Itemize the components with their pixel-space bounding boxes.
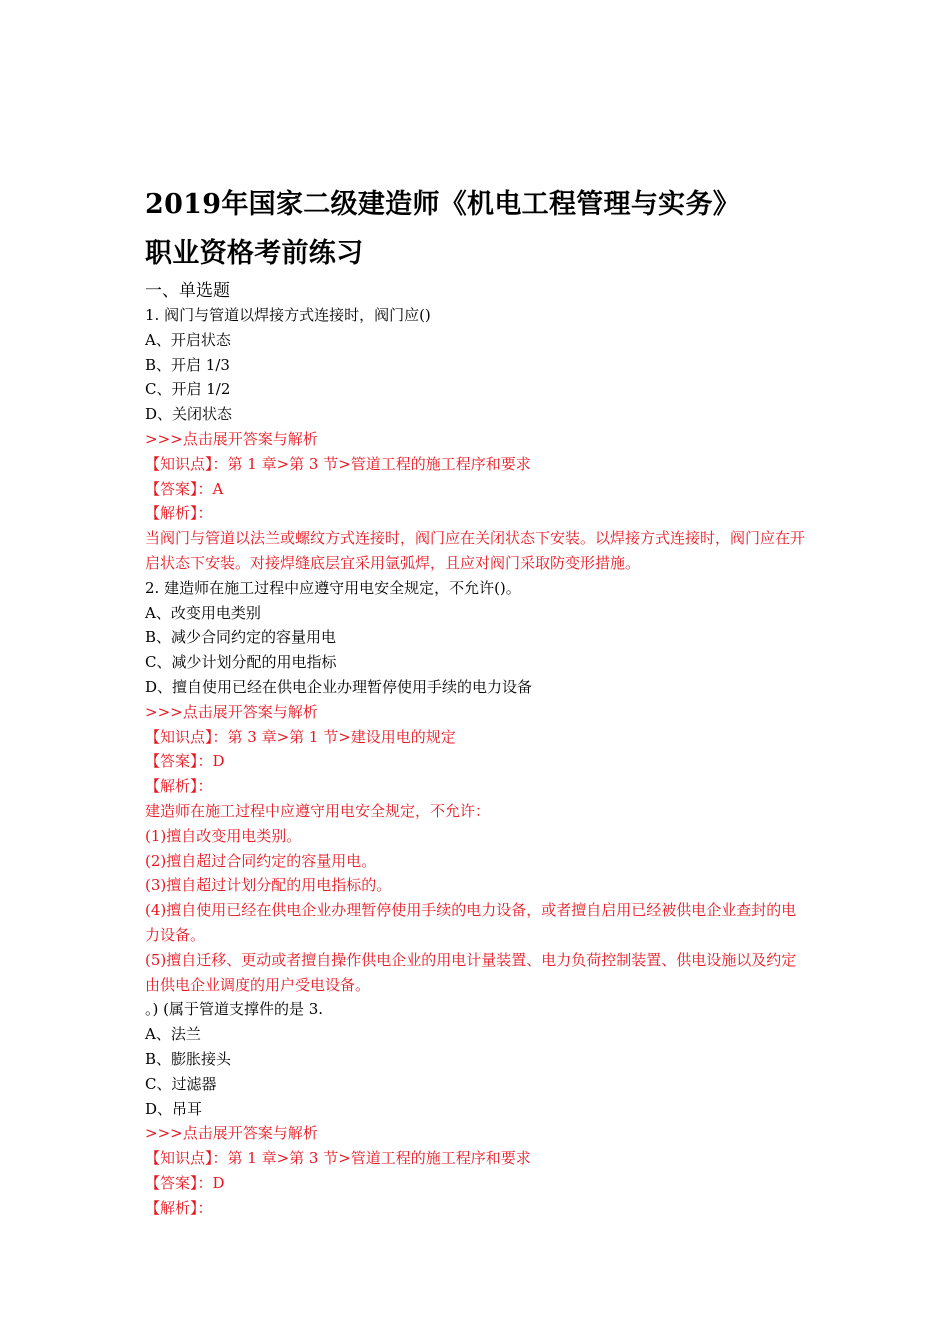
option-d: D、关闭状态 (145, 405, 233, 424)
option-a: A、法兰 (145, 1025, 201, 1044)
analysis-label: 【解析】： (145, 1198, 213, 1217)
option-d: D、擅自使用已经在供电企业办理暂停使用手续的电力设备 (145, 677, 533, 696)
expand-answer-link[interactable]: >>>点击展开答案与解析 (145, 702, 318, 721)
option-b: B、减少合同约定的容量用电 (145, 628, 337, 647)
option-a: A、开启状态 (145, 330, 231, 349)
knowledge-point: 【知识点】：第 1 章>第 3 节>管道工程的施工程序和要求 (145, 1149, 531, 1168)
question-stem: 。) (属于管道支撑件的是 3. (145, 1000, 324, 1019)
document-title-line-2: 职业资格考前练习 (145, 238, 364, 269)
option-b: B、开启 1/3 (145, 355, 230, 374)
question-2 (145, 576, 810, 998)
analysis-text: 建造师在施工过程中应遵守用电安全规定，不允许： (145, 801, 491, 820)
document-title-line-1: 2019年国家二级建造师《机电工程管理与实务》 (145, 189, 741, 220)
analysis-text: 当阀门与管道以法兰或螺纹方式连接时，阀门应在关闭状态下安装。以焊接方式连接时，阀门应在开启状态下安装。对接焊缝底层宜采用氩弧焊，且应对阀门采取防变形措施。 (145, 529, 806, 572)
option-a: A、改变用电类别 (145, 603, 261, 622)
answer: 【答案】：A (145, 479, 224, 498)
analysis-label: 【解析】： (145, 777, 213, 796)
expand-answer-link[interactable]: >>>点击展开答案与解析 (145, 429, 318, 448)
option-b: B、膨胀接头 (145, 1049, 232, 1068)
option-c: C、减少计划分配的用电指标 (145, 653, 337, 672)
question-1 (145, 303, 810, 576)
analysis-item: (4)擅自使用已经在供电企业办理暂停使用手续的电力设备，或者擅自启用已经被供电企业查封的电力设备。 (145, 901, 797, 944)
analysis-item: (3)擅自超过计划分配的用电指标的。 (145, 876, 392, 895)
option-c: C、过滤器 (145, 1074, 217, 1093)
knowledge-point: 【知识点】：第 1 章>第 3 节>管道工程的施工程序和要求 (145, 454, 531, 473)
option-c: C、开启 1/2 (145, 380, 231, 399)
knowledge-point: 【知识点】：第 3 章>第 1 节>建设用电的规定 (145, 727, 456, 746)
answer: 【答案】：D (145, 1173, 225, 1192)
option-d: D、吊耳 (145, 1099, 203, 1118)
analysis-item: (2)擅自超过合同约定的容量用电。 (145, 851, 377, 870)
answer: 【答案】：D (145, 752, 225, 771)
question-stem: 1. 阀门与管道以焊接方式连接时，阀门应() (145, 306, 431, 324)
question-stem: 2. 建造师在施工过程中应遵守用电安全规定，不允许()。 (145, 578, 521, 597)
analysis-label: 【解析】： (145, 504, 213, 523)
section-heading: 一、单选题 (145, 281, 230, 301)
analysis-item: (5)擅自迁移、更动或者擅自操作供电企业的用电计量装置、电力负荷控制装置、供电设施以及约定由供电企业调度的用户受电设备。 (145, 950, 797, 994)
analysis-item: (1)擅自改变用电类别。 (145, 826, 302, 845)
document-content (145, 180, 810, 1220)
expand-answer-link[interactable]: >>>点击展开答案与解析 (145, 1124, 318, 1143)
question-3 (145, 997, 810, 1220)
